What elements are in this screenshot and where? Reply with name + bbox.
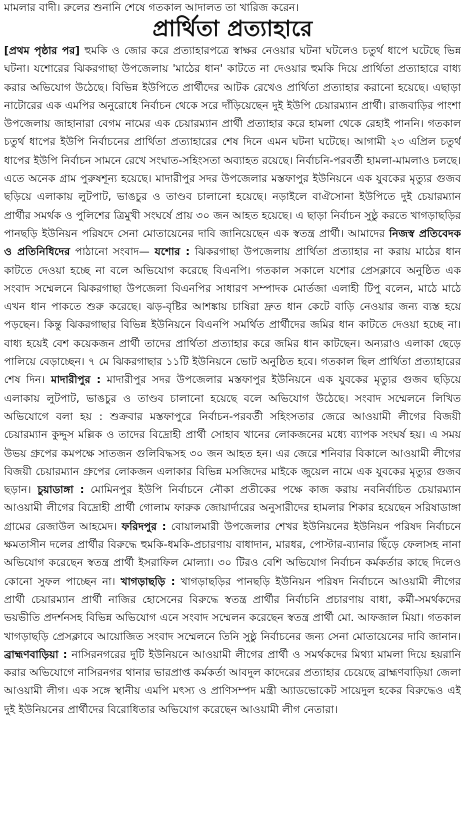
article-paragraph (4, 42, 461, 719)
text-run: মাদারীপুর সদর উপজেলার মস্তফাপুর ইউনিয়নে এক যুবকের মৃত্যুর গুজব ছড়িয়ে এলাকায় লুটপাট, ভাঙচুর ও তাণ্ডব চালানো হয়েছে বলে অভিযোগ উঠেছে। সংবাদ সম্মেলনে লিখিত অভিযোগে বলা হয় : শুক্রবার মস্তফাপুরে নির্বাচন-পরবর্তী সহিংসতার জেরে আওয়ামী লীগের বিজয়ী চেয়ারম্যান কুদ্দুস মল্লিক ও তাদের বিদ্রোহী প্রার্থী সোহাব খানের লোকজনের মধ্যে ব্যাপক সংঘর্ষ হয়। এ সময় উভয় গ্রুপের কমপক্ষে সাতজন গুলিবিদ্ধসহ ৩০ জন আহত হন। এর জেরে শনিবার বিকালে আওয়ামী লীগের বিজয়ী চেয়ারম্যান গ্রুপের লোকজন এলাকার বিভিন্ন মসজিদের মাইকে জুয়েল নামে এক যুবকের মৃত্যুর গুজব ছড়ান। (4, 374, 461, 497)
text-run: মোমিনপুর ইউপি নির্বাচনে নৌকা প্রতীকের পক্ষে কাজ করায় নবনির্বাচিত চেয়ারম্যান আওয়ামী লীগের বিদ্রোহী প্রার্থী গোলাম ফারুক জোয়ার্দারের অনুসারীদের হামলার শিকার হয়েছেন সরিষাডাঙ্গা গ্রামের রেজাউল আহমেদ। (4, 484, 461, 533)
dateline-khagrachhari: খাগড়াছড়ি : (120, 575, 176, 588)
text-run: পাঠানো সংবাদ— (70, 246, 155, 259)
dateline-brahmanbaria: ব্রাহ্মণবাড়িয়া : (4, 648, 68, 661)
text-run: নাসিরনগরের দুটি ইউনিয়নে আওয়ামী লীগের প্রার্থী ও সমর্থকদের মিথ্যা মামলা দিয়ে হয়রানি করার অভিযোগে নাসিরনগর থানার ভারপ্রাপ্ত কর্মকর্তা আবদুল কাদেরের প্রত্যাহার চেয়েছে ব্রাহ্মণবাড়িয়া জেলা আওয়ামী লীগ। এক সঙ্গে স্থানীয় এমপি মৎস্য ও প্রাণিসম্পদ মন্ত্রী অ্যাডভোকেট সায়েদুল হকের বিরুদ্ধেও এই দুই ইউনিয়নের প্রার্থীদের বিরোধিতার অভিযোগ করেছেন আওয়ামী লীগ নেতারা। (4, 648, 461, 716)
dateline-faridpur: ফরিদপুর : (121, 520, 167, 533)
previous-article-tail: মামলার বাদী। রুলের শুনানি শেষে গতকাল আদালত তা খারিজ করেন। (4, 2, 300, 14)
article-headline: প্রার্থিতা প্রত্যাহারে (152, 16, 313, 42)
article-body (4, 42, 461, 823)
reporters-credit: নিজস্ব প্রতিবেদক ও প্রতিনিধিদের (4, 227, 461, 259)
text-run: বোয়ালমারী উপজেলার শেখর ইউনিয়নের ইউনিয়ন পরিষদ নির্বাচনে ক্ষমতাসীন দলের প্রার্থীর বিরুদ্ধে হুমকি-ধমকি-প্রচারণায় বাধাদান, মারধর, পোস্টার-ব্যানার ছিঁড়ে ফেলাসহ নানা অভিযোগ করেছেন স্বতন্ত্র প্রার্থী ইসরাফিল মোল্যা। ৩০ টিরও বেশি অভিযোগ নির্বাচন কর্মকর্তার কাছে দিলেও কোনো সুফল পাচ্ছেন না। (4, 520, 461, 588)
dateline-chuadanga: চুয়াডাঙ্গা : (37, 484, 85, 497)
text-run: খাগড়াছড়ির পানছড়ি ইউনিয়ন পরিষদ নির্বাচনে আওয়ামী লীগের প্রার্থী চেয়ারম্যান প্রার্থী নাজির হোসেনের বিরুদ্ধে স্বতন্ত্র প্রার্থীর নির্বাচনি প্রচারণায় বাধা, কর্মী-সমর্থকদের ভয়ভীতি প্রদর্শনসহ বিভিন্ন অভিযোগ এনে সংবাদ সম্মেলন করেছেন স্বতন্ত্র প্রার্থী মো. আফজাল মিয়া। গতকাল খাগড়াছড়ি প্রেসক্লাবে আয়োজিত সংবাদ সম্মেলনে তিনি সুষ্ঠু নির্বাচনের জন্য সেনা মোতায়েনের দাবি জানান। (4, 575, 461, 643)
dateline-jashore: যশোর : (154, 246, 190, 259)
text-run: ঝিকরগাছা উপজেলায় প্রার্থিতা প্রত্যাহার না করায় মাঠের ধান কাটতে দেওয়া হচ্ছে না বলে অভিযোগ করেছে বিএনপি। গতকাল সকালে যশোর প্রেসক্লাবে অনুষ্ঠিত এক সংবাদ সম্মেলনে ঝিকরগাছা উপজেলা বিএনপির সাধারণ সম্পাদক মোর্তজা এলাহী টিপু বলেন, মাঠে মাঠে এখন ধান পাকতে শুরু করেছে। ঝড়-বৃষ্টির আশঙ্কায় চাষিরা দ্রুত ধান কেটে বাড়ি নেওয়ার জন্য ব্যস্ত হয়ে পড়ছেন। কিন্তু ঝিকরগাছার বিভিন্ন ইউনিয়নে বিএনপি সমর্থিত প্রার্থীদের জমির ধান কাটতে দেওয়া হচ্ছে না। বাধ্য হয়েই বেশ কয়েকজন প্রার্থী তাদের প্রার্থিতা প্রত্যাহার করে জমির ধান কাটছেন। অন্যরাও এলাকা ছেড়ে পালিয়ে বেড়াচ্ছেন। ৭ মে ঝিকরগাছার ১১টি ইউনিয়নে ভোট অনুষ্ঠিত হবে। গতকাল ছিল প্রার্থিতা প্রত্যাহারের শেষ দিন। (4, 246, 461, 387)
text-run: হুমকি ও জোর করে প্রত্যাহারপত্রে স্বাক্ষর নেওয়ার ঘটনা ঘটলেও চতুর্থ ধাপে ঘটেছে ভিন্ন ঘটনা। যশোরের ঝিকরগাছা উপজেলায় 'মাঠের ধান' কাটতে না দেওয়ার হুমকি দিয়ে প্রার্থিতা প্রত্যাহারে বাধ্য করার অভিযোগ উঠেছে। বিভিন্ন ইউপিতে প্রার্থীদের আটক রেখেও প্রার্থিতা প্রত্যাহার করানো হয়েছে। এছাড়া নাটোরের এক এমপির অনুরোধে নির্বাচন থেকে সরে দাঁড়িয়েছেন দুই ইউপি চেয়ারম্যান প্রার্থী। রাজবাড়ির পাংশা উপজেলায় জাহানারা বেগম নামের এক চেয়ারম্যান প্রার্থী প্রত্যাহার করে হামলা থেকে রেহাই পাননি। গতকাল চতুর্থ ধাপের ইউপি নির্বাচনের প্রার্থিতা প্রত্যাহারের শেষ দিনে এমন ঘটনা ঘটেছে। আগামী ২৩ এপ্রিল চতুর্থ ধাপের ইউপি নির্বাচন সামনে রেখে সংঘাত-সহিংসতা অব্যাহত রয়েছে। নির্বাচনি-পরবর্তী হামলা-মামলাও চলছে। এতে অনেক গ্রাম পুরুষশূন্য হয়েছে। মাদারীপুর সদর উপজেলার মস্তফাপুর ইউনিয়নে এক যুবকের মৃত্যুর গুজব ছড়িয়ে এলাকায় লুটপাট, ভাঙচুর ও তাণ্ডব চালানো হয়েছে। নড়াইলে বাঐসোনা ইউপিতে দুই চেয়ারম্যান প্রার্থীর সমর্থক ও পুলিশের ত্রিমুখী সংঘর্ষে প্রায় ৩০ জন আহত হয়েছে। এ ছাড়া নির্বাচন সুষ্ঠু করতে খাগড়াছড়ির পানছড়ি ইউনিয়ন পরিষদে সেনা মোতায়েনের দাবি জানিয়েছেন এক স্বতন্ত্র প্রার্থী। আমাদের (4, 45, 461, 240)
dateline-madaripur: মাদারীপুর : (50, 374, 101, 387)
continued-marker: [প্রথম পৃষ্ঠার পর] (4, 45, 80, 57)
